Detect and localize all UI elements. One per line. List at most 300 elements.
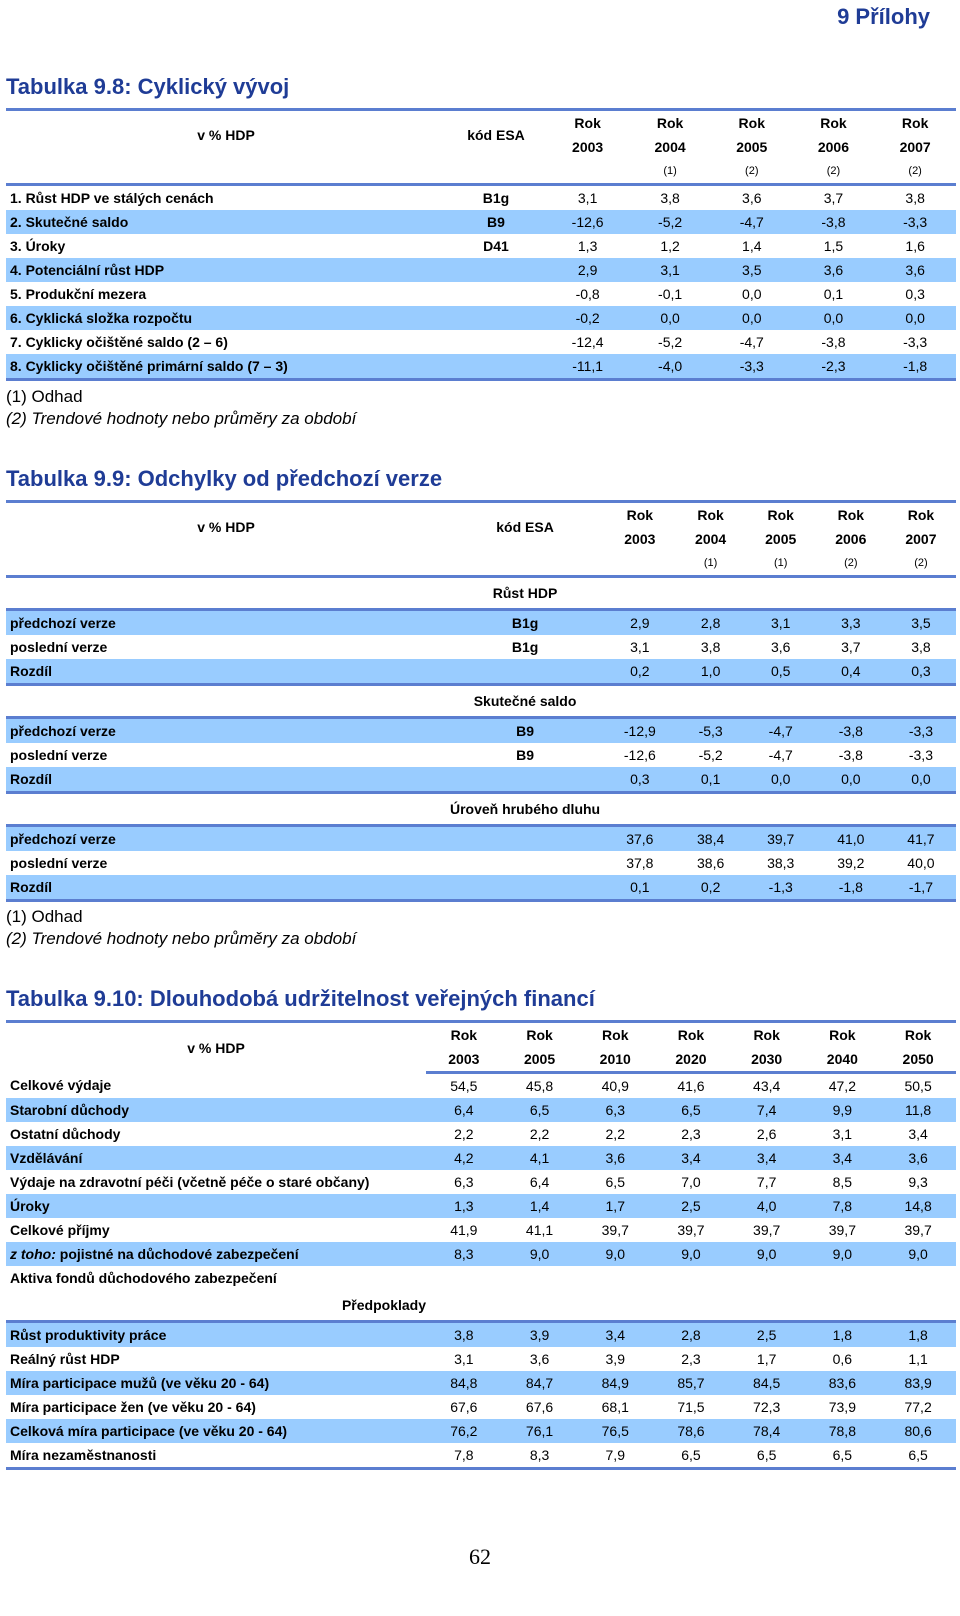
value-cell: 83,6 [828,1375,856,1391]
value-cell: 39,7 [601,1222,629,1238]
value-cell: 7,4 [756,1102,777,1118]
row-code: B1g [511,615,539,631]
value-cell: 3,8 [700,639,721,655]
value-cell: 0,1 [823,286,844,302]
table-9-9-title: Tabulka 9.9: Odchylky od předchozí verze [6,466,443,491]
value-cell: 7,8 [832,1198,853,1214]
row-label-cell [6,1098,426,1122]
table-row [6,1073,956,1099]
table-row [6,185,956,211]
header-note [546,159,629,185]
value-cell: 39,2 [837,855,865,871]
value-cell: 11,8 [905,1102,932,1118]
row-label: předchozí verze [10,615,116,631]
value-cell: 2,8 [681,1327,701,1343]
row-label: 2. Skutečné saldo [10,214,129,230]
value-cell: 80,6 [904,1423,932,1439]
value-cell: 0,2 [604,659,675,685]
row-label-cell [6,1122,426,1146]
value-cell [577,1266,653,1290]
value-cell: 9,0 [832,1246,853,1262]
value-cell: 2,2 [605,1126,625,1142]
value-cell: 78,8 [828,1423,856,1439]
value-cell: 3,6 [823,262,844,278]
table-row [6,718,956,744]
value-cell: 3,9 [605,1351,625,1367]
value-cell: 3,6 [770,639,791,655]
row-code: B9 [516,723,534,739]
value-cell: 72,3 [753,1399,781,1415]
value-cell: 3,4 [908,1126,928,1142]
value-cell: -0,1 [658,286,683,302]
value-cell: 0,0 [886,767,956,793]
header-year: 2050 [880,1047,956,1073]
value-cell: 43,4 [753,1078,781,1094]
value-cell: 1,4 [529,1198,550,1214]
table-9-8 [6,108,956,381]
value-cell: 3,1 [660,262,680,278]
value-cell: 2,2 [529,1126,550,1142]
value-cell: 14,8 [904,1198,932,1214]
value-cell: 84,9 [601,1375,629,1391]
header-note [604,551,675,577]
value-cell: 0,2 [676,875,746,901]
value-cell: 6,5 [681,1102,701,1118]
row-label: Úroky [10,1198,50,1214]
value-cell: 0,6 [832,1351,853,1367]
row-label: Míra nezaměstnanosti [6,1443,426,1469]
value-cell: 2,9 [577,262,598,278]
value-cell: 39,7 [767,831,795,847]
value-cell: 41,6 [677,1078,705,1094]
value-cell: 3,5 [742,262,762,278]
row-code [446,767,604,793]
value-cell: 76,1 [525,1423,554,1439]
row-code: B1g [511,639,539,655]
section-title: Skutečné saldo [446,685,604,718]
table-row [6,1098,956,1122]
table-row [6,851,956,875]
value-cell: 76,2 [450,1423,478,1439]
value-cell: 6,5 [653,1443,729,1469]
value-cell: -5,2 [658,334,683,350]
value-cell: 3,4 [832,1150,853,1166]
value-cell [653,1266,729,1290]
header-note: (1) [676,551,746,577]
table-row [6,610,956,636]
table-row [6,743,956,767]
row-code [446,306,546,330]
row-label: Reálný růst HDP [10,1351,120,1367]
section-row [6,793,956,826]
value-cell: 54,5 [450,1078,478,1094]
value-cell: 6,5 [880,1443,956,1469]
header-year: 2003 [624,531,656,547]
value-cell: 3,6 [908,1150,928,1166]
header-label: v % HDP [6,1022,426,1073]
header-rok: Rok [577,1022,653,1048]
header-year: 2010 [577,1047,653,1073]
header-rok: Rok [711,110,793,136]
value-cell [880,1266,956,1290]
value-cell: -4,7 [739,214,764,230]
value-cell: 7,8 [426,1443,502,1469]
header-year: 2040 [805,1047,881,1073]
row-label: Ostatní důchody [10,1126,121,1142]
value-cell: 2,6 [756,1126,777,1142]
row-label: Rozdíl [6,659,446,685]
row-code [446,826,604,852]
value-cell: 37,6 [626,831,654,847]
value-cell: -4,7 [739,334,764,350]
value-cell: 0,4 [816,659,886,685]
row-label: Míra participace žen (ve věku 20 - 64) [10,1399,256,1415]
row-label-cell [6,1242,426,1266]
value-cell: 67,6 [450,1399,478,1415]
header-year: 2004 [695,531,727,547]
row-label: poslední verze [10,747,108,763]
value-cell: -3,3 [908,747,933,763]
row-label-cell [6,1146,426,1170]
value-cell: 3,1 [630,639,650,655]
value-cell: -3,3 [903,214,928,230]
row-label: Vzdělávání [10,1150,83,1166]
value-cell: 40,0 [907,855,935,871]
value-cell: 39,7 [904,1222,932,1238]
value-cell: -12,4 [571,334,604,350]
table-9-10-assumptions [6,1322,956,1469]
section-title: Úroveň hrubého dluhu [446,793,604,826]
value-cell: 3,1 [454,1351,474,1367]
row-label: 5. Produkční mezera [10,286,147,302]
value-cell: 3,4 [756,1150,777,1166]
row-code [446,875,604,901]
value-cell: 2,3 [681,1126,701,1142]
section-row [6,577,956,610]
value-cell: 3,6 [605,1150,625,1166]
table-row [6,234,956,258]
table-row [6,1218,956,1242]
value-cell: 1,3 [454,1198,474,1214]
row-label: Celkové výdaje [10,1077,112,1094]
header-year: 2006 [835,531,867,547]
value-cell: 0,0 [823,310,844,326]
value-cell: 3,7 [841,639,861,655]
header-rok: Rok [546,110,629,136]
row-label: Rozdíl [6,767,446,793]
row-label-cell [6,1073,426,1099]
header-year: 2005 [736,139,768,155]
header-note: (2) [886,551,956,577]
header-rok: Rok [816,502,886,528]
value-cell: -5,2 [658,214,683,230]
value-cell: -5,3 [698,723,723,739]
value-cell: 3,1 [832,1126,853,1142]
header-label: v % HDP [6,110,446,160]
table-row [6,282,956,306]
value-cell: 71,5 [677,1399,705,1415]
value-cell: -3,8 [838,723,863,739]
value-cell: 6,5 [805,1443,881,1469]
value-cell: 4,0 [756,1198,777,1214]
value-cell: 1,1 [908,1351,928,1367]
value-cell: 41,1 [525,1222,554,1238]
table-row [6,1242,956,1266]
value-cell: 4,1 [529,1150,550,1166]
table-9-10-section-head [6,1290,956,1322]
value-cell: 3,6 [742,190,762,206]
value-cell: 0,0 [746,767,816,793]
header-year: 2003 [426,1047,502,1073]
row-label: 8. Cyklicky očištěné primární saldo (7 – 3) [6,354,446,380]
value-cell: 0,0 [660,310,680,326]
value-cell: 2,8 [700,615,721,631]
table-row [6,1322,956,1348]
table-row [6,330,956,354]
value-cell: -3,3 [908,723,933,739]
row-label: předchozí verze [10,723,116,739]
value-cell: 73,9 [828,1399,856,1415]
value-cell: 1,5 [823,238,844,254]
table-row [6,1146,956,1170]
section-title: Růst HDP [446,577,604,610]
header-label: v % HDP [6,502,446,552]
value-cell: 78,4 [753,1423,781,1439]
value-cell: 3,6 [529,1351,550,1367]
row-code: B9 [516,747,534,763]
value-cell: 38,3 [767,855,795,871]
table-row [6,1266,956,1290]
value-cell: 7,9 [577,1443,653,1469]
row-label: Rozdíl [6,875,446,901]
value-cell: 3,4 [681,1150,701,1166]
value-cell: -11,1 [546,354,629,380]
value-cell: 83,9 [904,1375,932,1391]
header-code: kód ESA [446,502,604,552]
row-code [446,330,546,354]
table-9-8-title: Tabulka 9.8: Cyklický vývoj [6,74,290,99]
value-cell: -3,8 [821,334,846,350]
value-cell: 1,4 [742,238,762,254]
value-cell: -1,7 [886,875,956,901]
table-row [6,258,956,282]
table-row [6,1419,956,1443]
value-cell: 76,5 [601,1423,629,1439]
value-cell: 1,6 [905,238,925,254]
section-row [6,685,956,718]
chapter-header: 9 Přílohy [837,4,930,29]
value-cell: 1,8 [832,1327,853,1343]
footnote-estimate: (1) Odhad [6,907,83,926]
row-label-cell [6,1194,426,1218]
value-cell: 0,1 [676,767,746,793]
row-code [446,258,546,282]
value-cell [729,1266,805,1290]
value-cell: 39,7 [828,1222,856,1238]
header-year: 2005 [502,1047,578,1073]
table-row [6,875,956,901]
value-cell: 7,0 [681,1174,701,1190]
value-cell [805,1266,881,1290]
value-cell: 8,3 [502,1443,578,1469]
header-year: 2020 [653,1047,729,1073]
value-cell: 0,0 [742,310,762,326]
row-label: Růst produktivity práce [10,1327,167,1343]
value-cell: -4,7 [768,747,793,763]
value-cell: -12,6 [623,747,656,763]
header-rok: Rok [729,1022,805,1048]
row-label: předchozí verze [10,831,116,847]
value-cell: 38,6 [697,855,725,871]
value-cell: -1,3 [746,875,816,901]
table-row [6,1347,956,1371]
value-cell: 40,9 [601,1078,629,1094]
header-note: (2) [793,159,875,185]
header-note: (1) [746,551,816,577]
value-cell: 67,6 [525,1399,554,1415]
header-year: 2005 [765,531,797,547]
value-cell: 3,6 [905,262,925,278]
footnote-trend: (2) Trendové hodnoty nebo průměry za období [6,929,357,948]
table-row [6,1122,956,1146]
header-note: (2) [874,159,956,185]
value-cell: -0,8 [575,286,600,302]
value-cell: 6,3 [454,1174,474,1190]
value-cell: 9,9 [832,1102,853,1118]
header-year: 2006 [817,139,850,155]
header-rok: Rok [880,1022,956,1048]
value-cell: 3,7 [823,190,844,206]
value-cell: 6,5 [605,1174,625,1190]
value-cell: -3,3 [903,334,928,350]
table-row [6,767,956,793]
value-cell: 2,2 [454,1126,474,1142]
row-prefix: z toho: [10,1246,56,1262]
row-code [446,851,604,875]
row-code [446,282,546,306]
value-cell: 84,5 [753,1375,781,1391]
value-cell: -4,7 [768,723,793,739]
value-cell: 3,5 [911,615,931,631]
row-label-cell [6,1266,426,1290]
value-cell: 39,7 [677,1222,705,1238]
table-row [6,635,956,659]
value-cell: -0,2 [575,310,600,326]
row-code: B9 [487,214,505,230]
table-9-8-body [6,185,956,380]
header-note: (1) [629,159,711,185]
value-cell: 6,4 [454,1102,474,1118]
value-cell: 85,7 [677,1375,705,1391]
value-cell: 2,5 [681,1198,701,1214]
value-cell: 9,3 [908,1174,928,1190]
value-cell: 0,0 [742,286,762,302]
header-rok: Rok [426,1022,502,1048]
value-cell: -3,3 [711,354,793,380]
value-cell: 41,0 [837,831,865,847]
table-9-10-head [6,1022,956,1073]
value-cell: 6,5 [729,1443,805,1469]
value-cell: 3,1 [577,190,598,206]
table-row [6,354,956,380]
value-cell: -1,8 [874,354,956,380]
row-label: pojistné na důchodové zabezpečení [59,1246,299,1262]
header-rok: Rok [886,502,956,528]
value-cell: 3,1 [770,615,791,631]
value-cell: 38,4 [697,831,725,847]
table-row [6,1395,956,1419]
header-year: 2003 [572,139,604,155]
value-cell: 9,0 [529,1246,550,1262]
table-row [6,1443,956,1469]
value-cell: 39,7 [753,1222,781,1238]
row-label: 1. Růst HDP ve stálých cenách [10,190,214,206]
header-rok: Rok [805,1022,881,1048]
row-label: Celkové příjmy [10,1222,110,1238]
header-rok: Rok [502,1022,578,1048]
value-cell: 2,3 [681,1351,701,1367]
value-cell: -1,8 [816,875,886,901]
value-cell: 2,9 [630,615,650,631]
value-cell: 50,5 [904,1078,932,1094]
value-cell: 77,2 [904,1399,932,1415]
table-row [6,826,956,852]
row-label: 6. Cyklická složka rozpočtu [10,310,193,326]
value-cell [426,1266,502,1290]
row-code [446,354,546,380]
value-cell: 84,8 [450,1375,478,1391]
table-row [6,659,956,685]
value-cell: 2,5 [756,1327,777,1343]
value-cell: 37,8 [626,855,654,871]
value-cell: -12,6 [571,214,604,230]
row-label: Výdaje na zdravotní péči (včetně péče o staré občany) [10,1174,370,1190]
row-code: B1g [482,190,510,206]
value-cell: 0,0 [816,767,886,793]
table-9-9-body [6,577,956,901]
value-cell: 0,3 [604,767,675,793]
value-cell: 3,9 [529,1327,550,1343]
value-cell: 1,2 [660,238,680,254]
value-cell: 9,0 [908,1246,928,1262]
value-cell [502,1266,578,1290]
header-year: 2007 [905,531,937,547]
table-9-9 [6,500,956,902]
value-cell: 8,5 [832,1174,853,1190]
value-cell: 6,5 [529,1102,550,1118]
value-cell: 8,3 [454,1246,474,1262]
row-code [446,659,604,685]
row-label: poslední verze [10,855,108,871]
value-cell: 0,1 [604,875,675,901]
header-note: (2) [711,159,793,185]
table-row [6,1371,956,1395]
value-cell: 3,8 [905,190,925,206]
header-note: (2) [816,551,886,577]
value-cell: -4,0 [629,354,711,380]
value-cell: 41,7 [907,831,935,847]
table-9-10-body [6,1073,956,1291]
header-rok: Rok [676,502,746,528]
value-cell: 1,3 [577,238,598,254]
value-cell: 1,7 [756,1351,777,1367]
value-cell: 9,0 [681,1246,701,1262]
footnote-estimate: (1) Odhad [6,387,83,406]
value-cell: -2,3 [793,354,875,380]
value-cell: 1,8 [908,1327,928,1343]
row-label: Aktiva fondů důchodového zabezpečení [10,1270,277,1286]
table-row [6,210,956,234]
